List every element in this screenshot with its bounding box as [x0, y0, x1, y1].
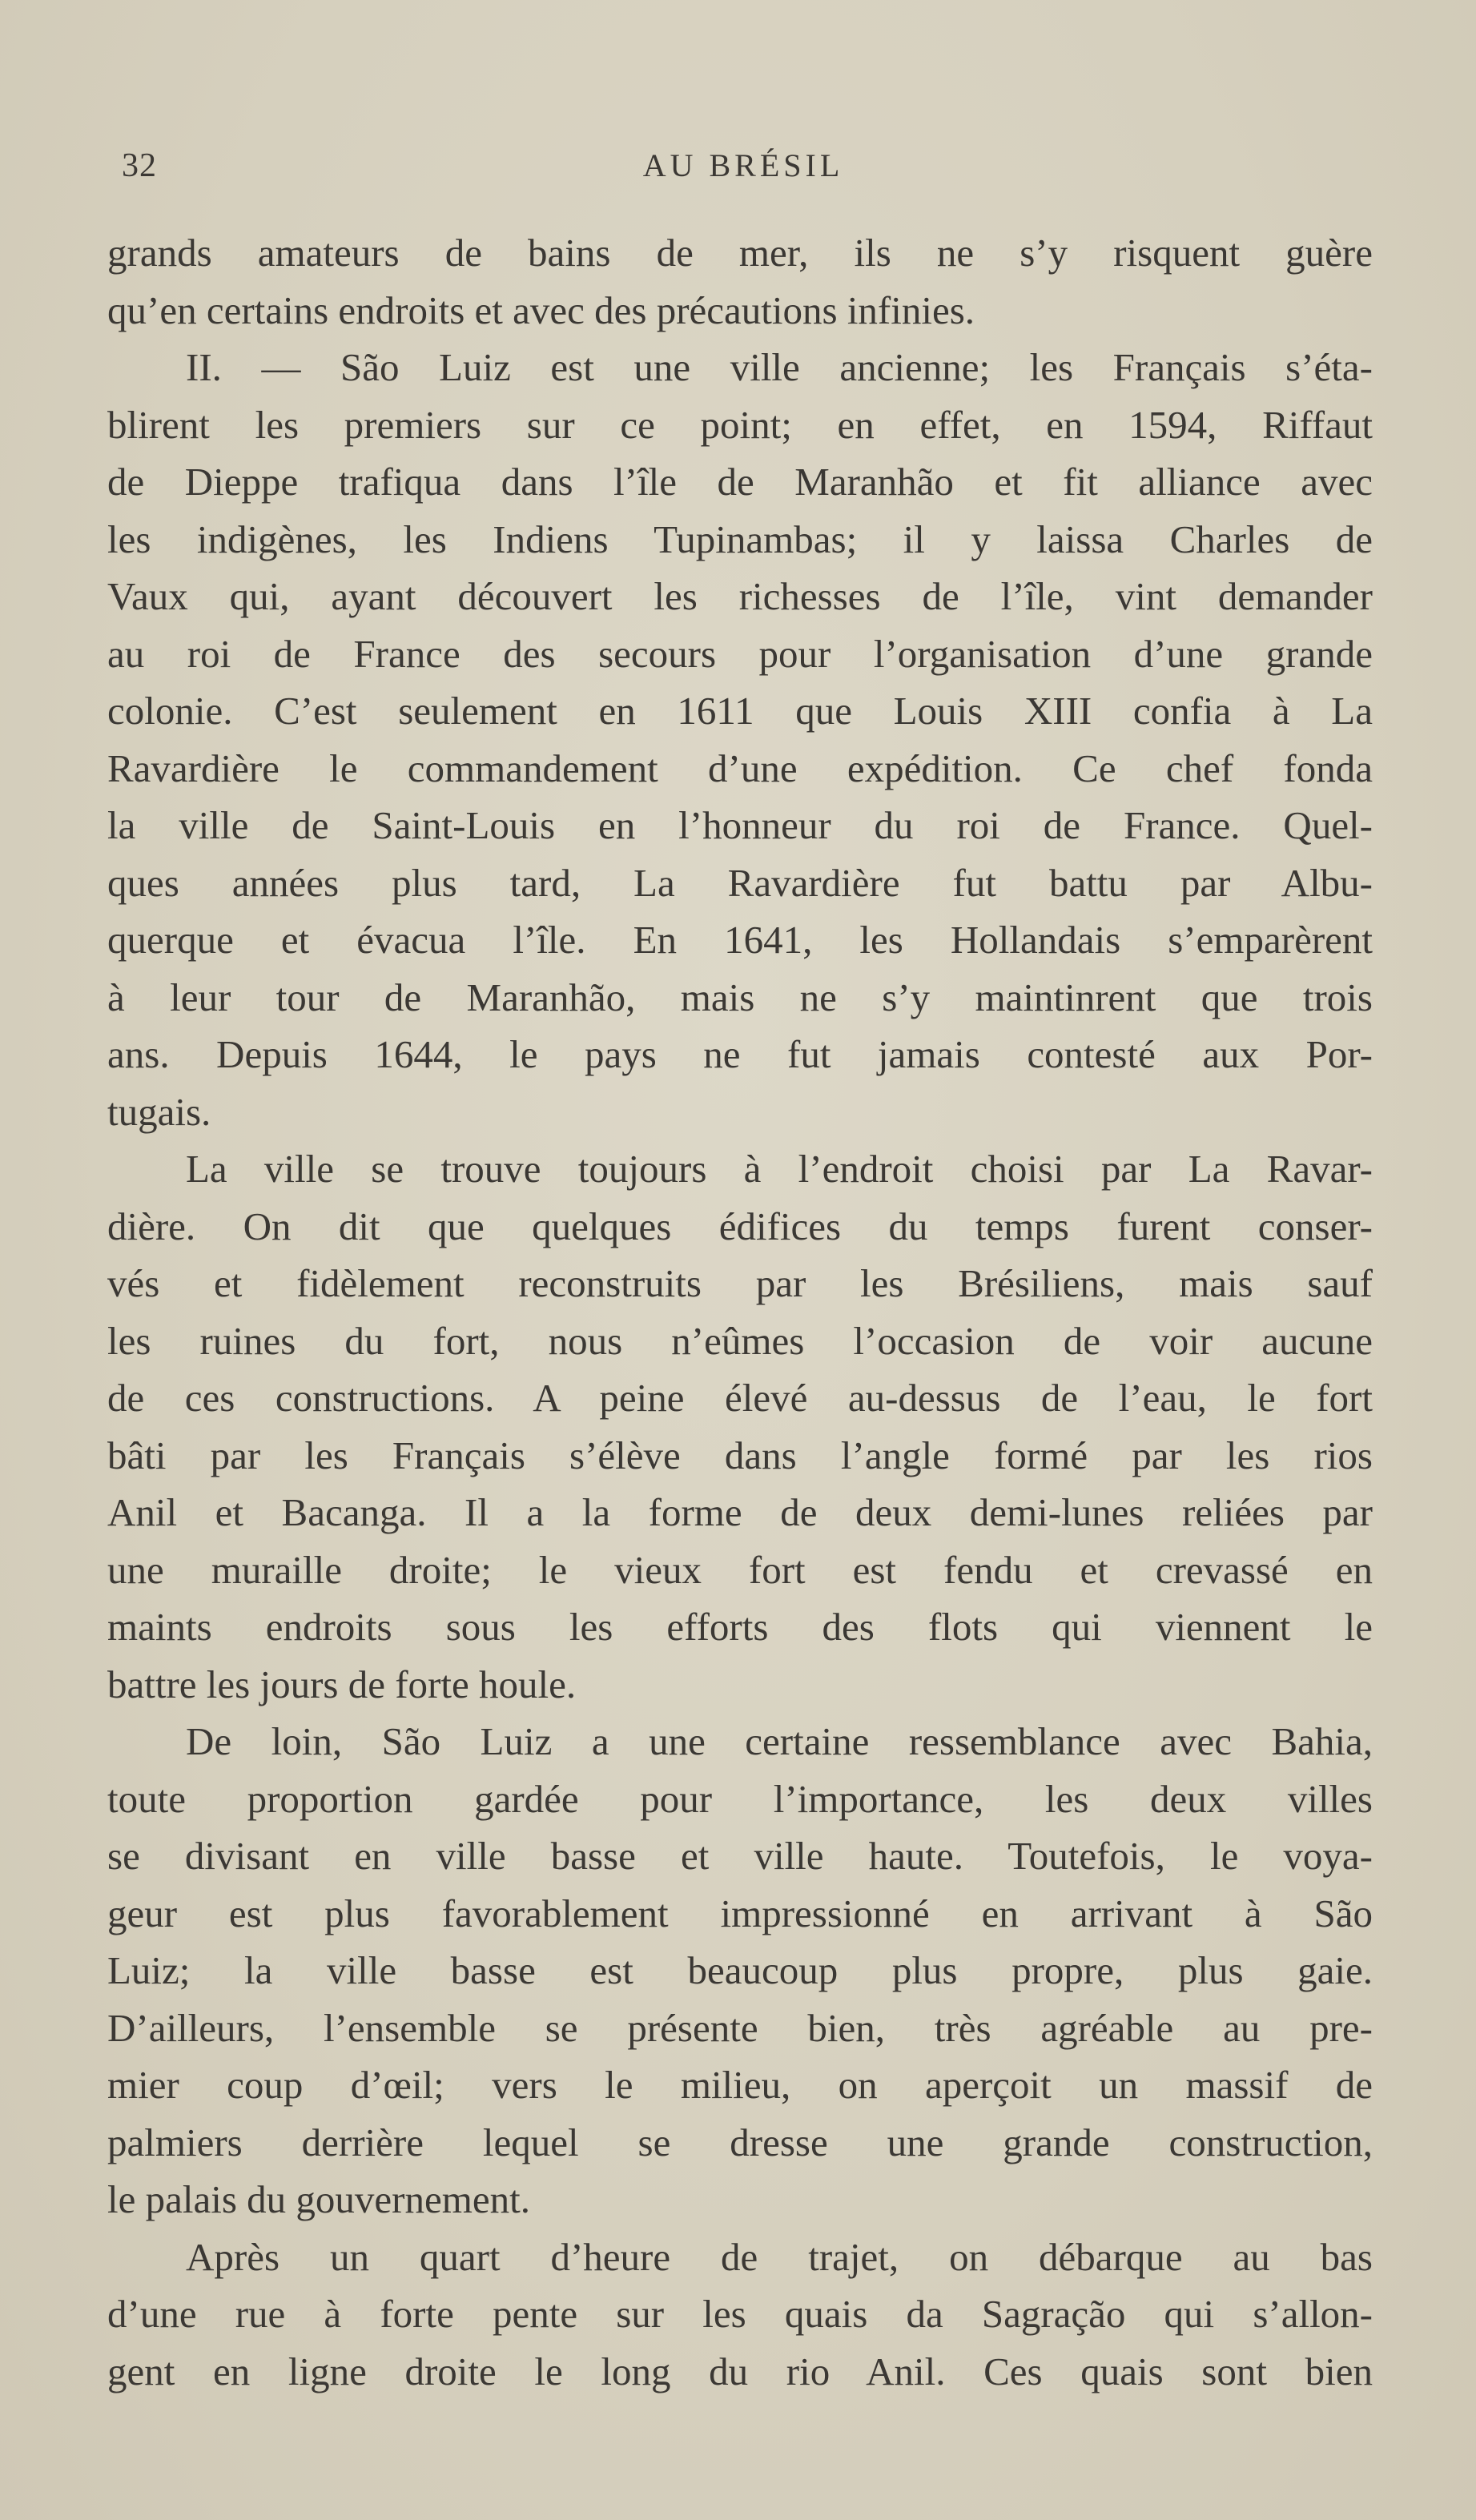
text-line: bâti par les Français s’élève dans l’angle formé par les rios [107, 1433, 1373, 1477]
text-line: d’une rue à forte pente sur les quais da Sagração qui s’allon- [107, 2292, 1373, 2336]
text-line: Luiz; la ville basse est beaucoup plus propre, plus gaie. [107, 1948, 1373, 1992]
text-line: se divisant en ville basse et ville haute. Toutefois, le voya- [107, 1834, 1373, 1878]
text-line: II. — São Luiz est une ville ancienne; les Français s’éta- [186, 345, 1373, 389]
text-line: colonie. C’est seulement en 1611 que Louis XIII confia à La [107, 689, 1373, 733]
text-line: querque et évacua l’île. En 1641, les Hollandais s’emparèrent [107, 918, 1373, 962]
text-line: mier coup d’œil; vers le milieu, on aperçoit un massif de [107, 2063, 1373, 2107]
text-line: blirent les premiers sur ce point; en effet, en 1594, Riffaut [107, 402, 1373, 447]
text-line: le palais du gouvernement. [107, 2177, 530, 2221]
text-line: D’ailleurs, l’ensemble se présente bien, très agréable au pre- [107, 2005, 1373, 2050]
text-line: tugais. [107, 1089, 211, 1134]
running-title: AU BRÉSIL [642, 147, 844, 183]
text-line: Anil et Bacanga. Il a la forme de deux demi-lunes reliées par [107, 1490, 1373, 1534]
text-line: maints endroits sous les efforts des flots qui viennent le [107, 1605, 1373, 1649]
text-line: les indigènes, les Indiens Tupinambas; il y laissa Charles de [107, 516, 1373, 561]
page-header [122, 147, 1365, 195]
body-text [107, 224, 1373, 2400]
text-line: de Dieppe trafiqua dans l’île de Maranhão et fit alliance avec [107, 460, 1373, 504]
text-line: ans. Depuis 1644, le pays ne fut jamais contesté aux Por- [107, 1032, 1373, 1076]
text-line: de ces constructions. A peine élevé au-dessus de l’eau, le fort [107, 1376, 1373, 1420]
text-line: à leur tour de Maranhão, mais ne s’y maintinrent que trois [107, 975, 1373, 1019]
page-number: 32 [122, 147, 157, 184]
text-line: vés et fidèlement reconstruits par les Brésiliens, mais sauf [107, 1261, 1373, 1305]
text-line: Ravardière le commandement d’une expédition. Ce chef fonda [107, 746, 1373, 790]
text-line: La ville se trouve toujours à l’endroit choisi par La Ravar- [186, 1147, 1373, 1191]
text-line: Vaux qui, ayant découvert les richesses de l’île, vint demander [107, 574, 1373, 618]
text-line: Après un quart d’heure de trajet, on débarque au bas [186, 2234, 1373, 2279]
text-line: qu’en certains endroits et avec des précautions infinies. [107, 287, 975, 332]
text-line: les ruines du fort, nous n’eûmes l’occasion de voir aucune [107, 1318, 1373, 1363]
text-line: battre les jours de forte houle. [107, 1662, 577, 1706]
text-line: palmiers derrière lequel se dresse une grande construction, [107, 2120, 1373, 2164]
text-line: gent en ligne droite le long du rio Anil. Ces quais sont bien [107, 2349, 1373, 2393]
text-line: De loin, São Luiz a une certaine ressemblance avec Bahia, [186, 1719, 1373, 1763]
text-line: ques années plus tard, La Ravardière fut battu par Albu- [107, 860, 1373, 905]
text-line: geur est plus favorablement impressionné en arrivant à São [107, 1891, 1373, 1935]
text-line: dière. On dit que quelques édifices du temps furent conser- [107, 1204, 1373, 1248]
text-line: grands amateurs de bains de mer, ils ne s’y risquent guère [107, 231, 1373, 275]
text-line: la ville de Saint-Louis en l’honneur du roi de France. Quel- [107, 803, 1373, 847]
text-line: une muraille droite; le vieux fort est fendu et crevassé en [107, 1547, 1373, 1592]
text-line: toute proportion gardée pour l’importance, les deux villes [107, 1776, 1373, 1821]
text-line: au roi de France des secours pour l’organisation d’une grande [107, 631, 1373, 676]
